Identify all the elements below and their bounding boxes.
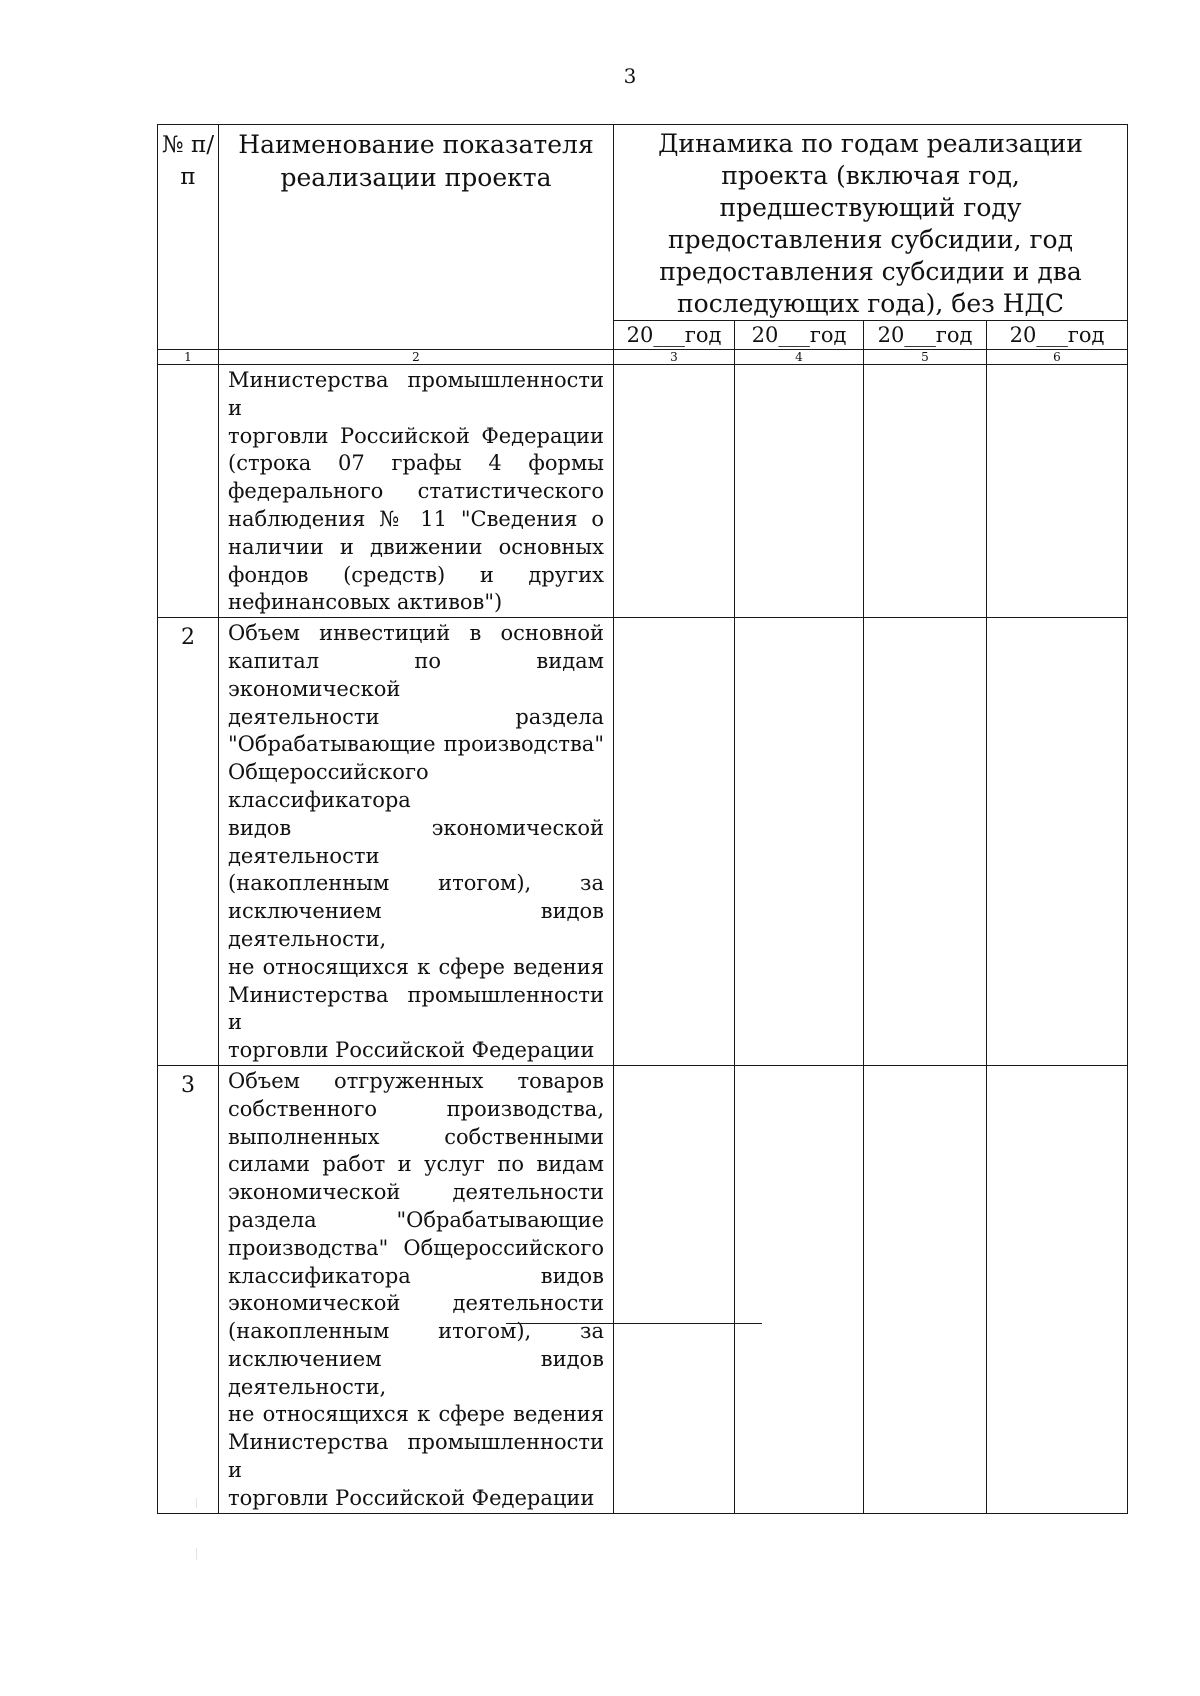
column-index-row [158, 350, 1128, 365]
text-line: экономической деятельности [228, 1291, 604, 1316]
header-year-4: 20___год [987, 321, 1128, 350]
row-indicator-text [219, 618, 614, 1066]
value-cell [614, 1065, 735, 1513]
text-line: деятельности раздела [228, 704, 604, 729]
table-row [158, 1065, 1128, 1513]
text-line: капитал по видам экономической [228, 648, 604, 701]
column-index-5: 5 [864, 350, 987, 365]
value-cell [735, 365, 864, 618]
project-indicators-table [157, 124, 1128, 1514]
column-index-2: 2 [219, 350, 614, 365]
text-line: (строка 07 графы 4 формы [228, 451, 604, 476]
text-line: Объем инвестиций в основной [228, 621, 604, 646]
row-number: 2 [158, 618, 219, 1066]
value-cell [987, 365, 1128, 618]
value-cell [735, 618, 864, 1066]
text-line: фондов (средств) и других [228, 562, 604, 587]
value-cell [987, 618, 1128, 1066]
text-line: исключением видов деятельности, [228, 1346, 604, 1399]
value-cell [864, 618, 987, 1066]
text-line: торговли Российской Федерации [228, 1485, 595, 1510]
header-year-2: 20___год [735, 321, 864, 350]
text-line: торговли Российской Федерации [228, 423, 604, 448]
column-index-3: 3 [614, 350, 735, 365]
table-row [158, 365, 1128, 618]
table-row [158, 618, 1128, 1066]
text-line: производства" Общероссийского [228, 1235, 604, 1260]
page-number: 3 [623, 64, 637, 88]
text-line: выполненных собственными [228, 1124, 604, 1149]
text-line: классификатора видов [228, 1263, 604, 1288]
text-line: не относящихся к сфере ведения [228, 1402, 604, 1427]
header-dynamics: Динамика по годам реализации проекта (включая год, предшествующий году предоставления субсидии, год предоставления субсидии и два последующих года), без НДС [614, 125, 1128, 321]
header-year-3: 20___год [864, 321, 987, 350]
value-cell [614, 618, 735, 1066]
text-line: Объем отгруженных товаров [228, 1068, 604, 1093]
header-number: № п/п [158, 125, 219, 350]
text-line: Министерства промышленности и [228, 1430, 604, 1483]
value-cell [987, 1065, 1128, 1513]
value-cell [614, 365, 735, 618]
text-line: федерального статистического [228, 479, 604, 504]
scan-artifact [196, 1548, 197, 1560]
text-line: наблюдения № 11 "Сведения о [228, 506, 604, 531]
text-line: собственного производства, [228, 1096, 604, 1121]
row-indicator-text [219, 1065, 614, 1513]
value-cell [864, 1065, 987, 1513]
column-index-4: 4 [735, 350, 864, 365]
text-line: (накопленным итогом), за [228, 1319, 604, 1344]
header-year-1: 20___год [614, 321, 735, 350]
column-index-1: 1 [158, 350, 219, 365]
scan-artifact [196, 1498, 197, 1508]
text-line: раздела "Обрабатывающие [228, 1207, 604, 1232]
table-header-row [158, 125, 1128, 321]
text-line: Министерства промышленности и [228, 368, 604, 420]
text-line: "Обрабатывающие производства" [228, 732, 604, 757]
row-number [158, 365, 219, 618]
value-cell [735, 1065, 864, 1513]
text-line: нефинансовых активов") [228, 590, 503, 615]
text-line: экономической деятельности [228, 1180, 604, 1205]
value-cell [864, 365, 987, 618]
text-line: Общероссийского классификатора [228, 760, 429, 812]
text-line: исключением видов деятельности, [228, 899, 604, 951]
text-line: наличии и движении основных [228, 534, 604, 559]
text-line: торговли Российской Федерации [228, 1038, 595, 1063]
column-index-6: 6 [987, 350, 1128, 365]
text-line: видов экономической деятельности [228, 815, 604, 868]
text-line: силами работ и услуг по видам [228, 1152, 604, 1177]
row-number: 3 [158, 1065, 219, 1513]
row-indicator-text [219, 365, 614, 618]
text-line: не относящихся к сфере ведения [228, 954, 604, 979]
header-indicator-name: Наименование показателя реализации проекта [219, 125, 614, 350]
text-line: (накопленным итогом), за [228, 871, 604, 896]
text-line: Министерства промышленности и [228, 982, 604, 1035]
end-of-document-rule [506, 1323, 762, 1324]
